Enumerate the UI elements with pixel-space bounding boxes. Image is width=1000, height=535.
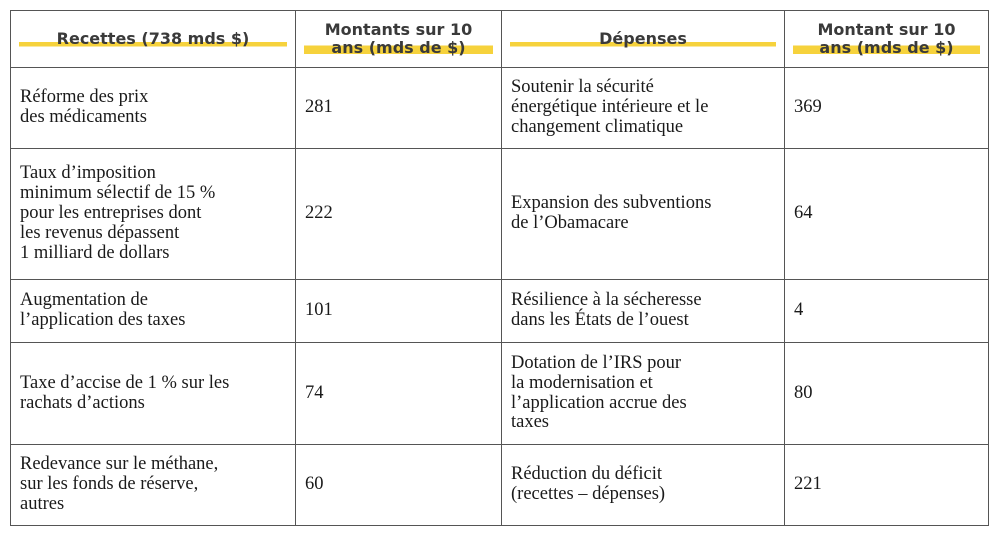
header-revenue-amounts-label: Montants sur 10 ans (mds de $)	[304, 21, 493, 58]
spending-item-cell	[502, 445, 785, 526]
header-revenue-amounts	[296, 11, 502, 68]
revenue-amount-cell	[296, 149, 502, 280]
spending-amount-cell	[785, 149, 989, 280]
spending-amount: 221	[794, 474, 822, 495]
spending-amount: 80	[794, 382, 813, 403]
revenue-item-cell	[11, 445, 296, 526]
spending-amount-cell	[785, 280, 989, 343]
spending-item-cell	[502, 149, 785, 280]
table-header-row	[11, 11, 989, 68]
header-spending	[502, 11, 785, 68]
spending-amount: 369	[794, 97, 822, 118]
revenue-item: Réforme des prix des médicaments	[20, 87, 149, 127]
header-revenues-label: Recettes (738 mds $)	[19, 30, 287, 48]
table-row	[11, 149, 989, 280]
spending-amount: 64	[794, 203, 813, 224]
spending-amount-cell	[785, 445, 989, 526]
spending-item-cell	[502, 343, 785, 445]
spending-item: Réduction du déficit (recettes – dépenses)	[511, 464, 666, 504]
revenue-item-cell	[11, 343, 296, 445]
header-revenues	[11, 11, 296, 68]
budget-table-container	[10, 10, 988, 526]
header-spending-label: Dépenses	[510, 30, 776, 48]
revenue-item: Redevance sur le méthane, sur les fonds de réserve, autres	[20, 454, 219, 514]
revenue-item-cell	[11, 68, 296, 149]
revenue-item-cell	[11, 280, 296, 343]
revenue-amount-cell	[296, 280, 502, 343]
spending-amount: 4	[794, 300, 804, 321]
revenue-amount-cell	[296, 68, 502, 149]
revenue-amount: 74	[305, 382, 324, 403]
spending-amount-cell	[785, 68, 989, 149]
revenue-amount: 60	[305, 474, 324, 495]
revenue-amount: 222	[305, 203, 333, 224]
revenue-amount-cell	[296, 445, 502, 526]
header-spending-amounts-label: Montant sur 10 ans (mds de $)	[793, 21, 980, 58]
table-row	[11, 343, 989, 445]
revenue-amount: 281	[305, 97, 333, 118]
revenue-item: Taxe d’accise de 1 % sur les rachats d’actions	[20, 372, 230, 413]
spending-item: Dotation de l’IRS pour la modernisation et l’application accrue des taxes	[511, 352, 687, 433]
revenue-item-cell	[11, 149, 296, 280]
spending-item-cell	[502, 68, 785, 149]
spending-item: Soutenir la sécurité énergétique intérieure et le changement climatique	[511, 77, 709, 137]
budget-table	[10, 10, 989, 526]
spending-item: Résilience à la sécheresse dans les États de l’ouest	[511, 290, 702, 330]
revenue-item: Augmentation de l’application des taxes	[20, 290, 186, 330]
spending-item: Expansion des subventions de l’Obamacare	[511, 193, 712, 233]
spending-item-cell	[502, 280, 785, 343]
spending-amount-cell	[785, 343, 989, 445]
header-spending-amounts	[785, 11, 989, 68]
revenue-item: Taux d’imposition minimum sélectif de 15 % pour les entreprises dont les revenus dépassent 1 milliard de dollars	[20, 163, 216, 263]
table-row	[11, 445, 989, 526]
revenue-amount-cell	[296, 343, 502, 445]
table-row	[11, 280, 989, 343]
revenue-amount: 101	[305, 300, 333, 321]
table-row	[11, 68, 989, 149]
